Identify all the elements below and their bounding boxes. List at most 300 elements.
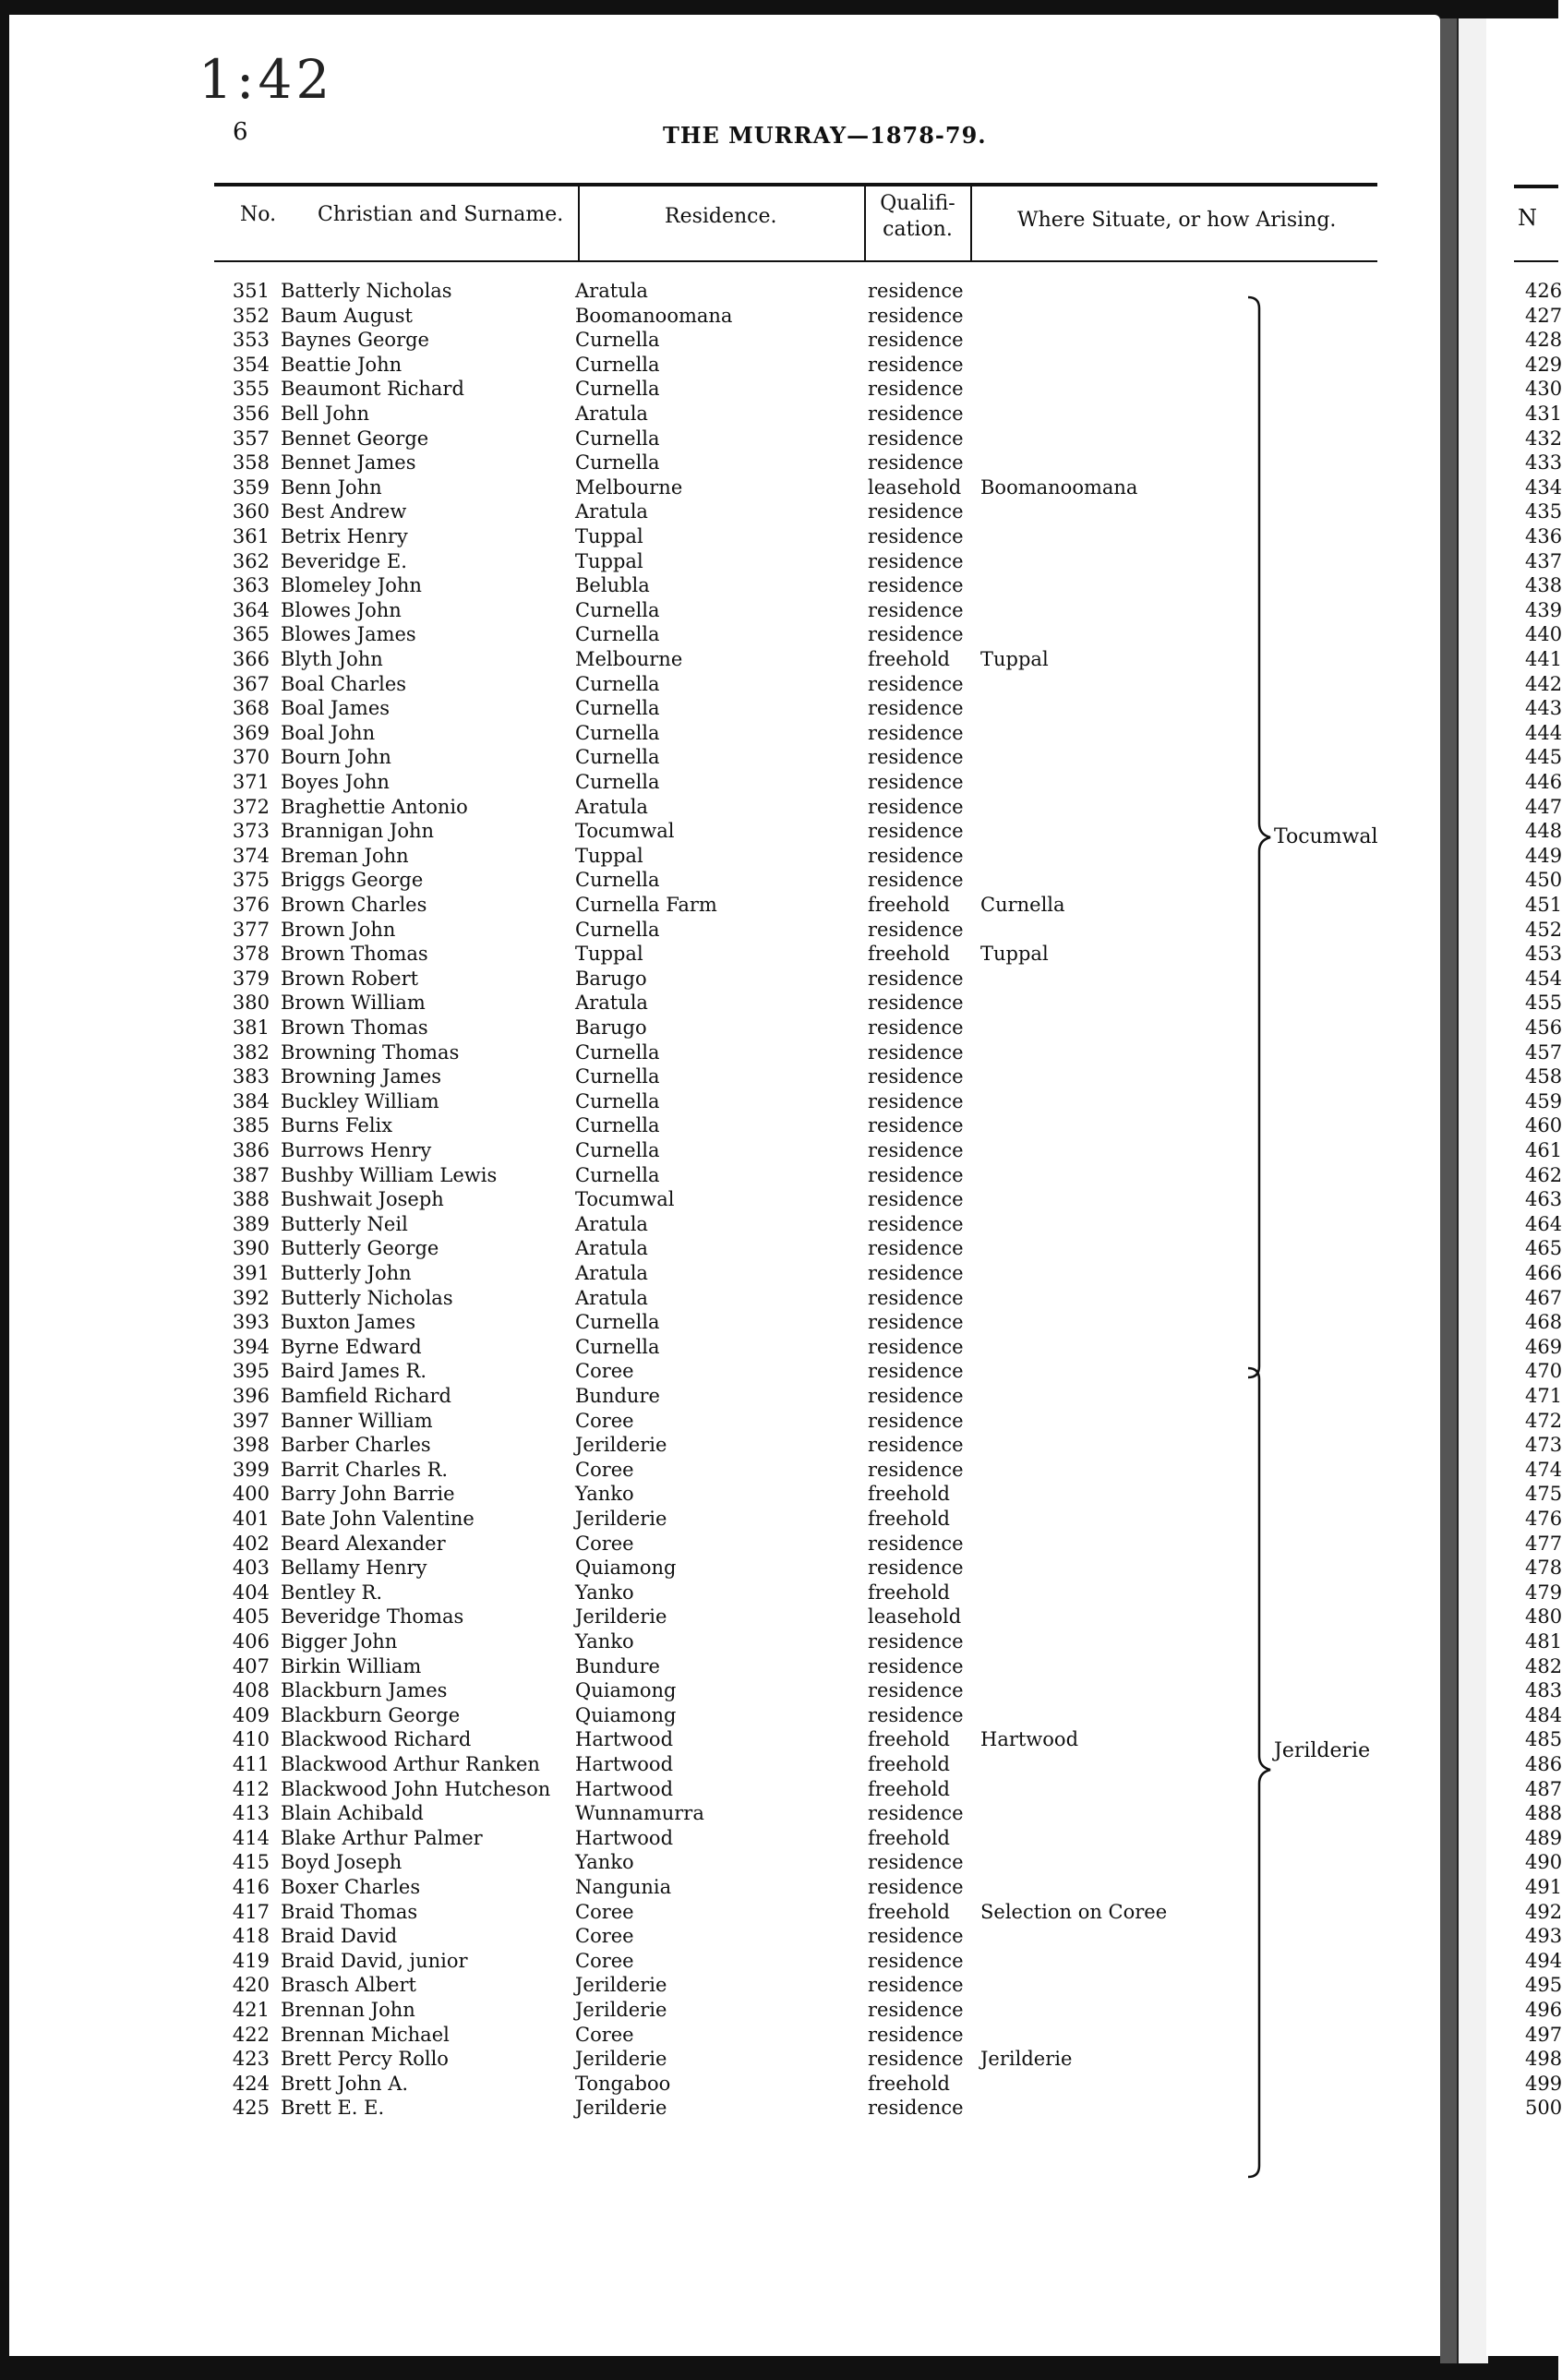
facing-entry-number: 497 [1525,2023,1562,2046]
entry-name: Batterly Nicholas [281,280,452,302]
page-number: 6 [233,118,248,146]
page-title: THE MURRAY—1878-79. [663,122,987,149]
entry-number: 390 [232,1237,270,1260]
entry-number: 400 [232,1483,270,1506]
scan-top-border [0,0,1558,22]
facing-entry-number: 486 [1525,1753,1562,1775]
facing-entry-number: 496 [1525,1999,1562,2021]
entry-name: Beattie John [281,353,403,376]
entry-qualification: residence [868,451,964,475]
entry-residence: Hartwood [575,1826,674,1849]
facing-entry-number: 457 [1525,1040,1562,1064]
entry-residence: Curnella [575,1163,660,1186]
facing-entry-number: 470 [1525,1360,1562,1383]
entry-name: Bushby William Lewis [281,1163,498,1186]
facing-entry-number: 428 [1525,329,1562,352]
entry-residence: Jerilderie [575,1974,667,1997]
entry-qualification: residence [868,1212,964,1235]
entry-qualification: residence [868,1385,964,1407]
header-qualification-line1: Qualifi- [880,192,955,215]
facing-entry-number: 433 [1525,451,1562,475]
entry-number: 425 [232,2097,270,2120]
facing-entry-number: 466 [1525,1262,1562,1284]
entry-number: 381 [232,1016,270,1039]
entry-number: 356 [232,403,270,425]
entry-name: Barrit Charles R. [281,1458,449,1481]
entry-qualification: freehold [868,1826,950,1849]
entry-qualification: residence [868,1040,964,1064]
facing-entry-number: 447 [1525,795,1562,818]
entry-number: 408 [232,1679,270,1702]
facing-entry-number: 493 [1525,1925,1562,1948]
entry-residence: Jerilderie [575,1999,667,2021]
entry-number: 382 [232,1040,270,1064]
column-divider [970,185,972,260]
entry-qualification: residence [868,353,964,376]
entry-qualification: leasehold [868,475,962,499]
entry-qualification: residence [868,623,964,646]
header-rule-top [214,183,1377,186]
entry-qualification: residence [868,820,964,843]
entry-qualification: residence [868,1679,964,1702]
entry-name: Baird James R. [281,1360,427,1383]
entry-residence: Quiamong [575,1679,677,1702]
entry-residence: Coree [575,1360,634,1383]
entry-number: 378 [232,943,270,966]
entry-qualification: residence [868,967,964,990]
entry-number: 375 [232,869,270,892]
entry-name: Browning Thomas [281,1040,460,1064]
entry-qualification: residence [868,771,964,793]
entry-name: Barber Charles [281,1434,431,1457]
entry-qualification: freehold [868,1508,950,1530]
entry-qualification: residence [868,2023,964,2046]
entry-residence: Yanko [575,1581,634,1604]
entry-residence: Curnella [575,1139,660,1161]
entry-name: Blain Achibald [281,1802,424,1825]
entry-qualification: residence [868,1458,964,1481]
facing-entry-number: 434 [1525,475,1562,499]
entry-residence: Curnella [575,329,660,352]
book-gutter [1457,18,1488,2363]
facing-entry-number: 480 [1525,1605,1562,1629]
facing-entry-number: 461 [1525,1139,1562,1161]
entry-number: 359 [232,475,270,499]
entry-number: 398 [232,1434,270,1457]
entry-qualification: residence [868,500,964,523]
entry-number: 393 [232,1311,270,1334]
entry-qualification: residence [868,869,964,892]
entry-residence: Yanko [575,1630,634,1653]
entry-qualification: residence [868,1016,964,1039]
entry-number: 406 [232,1630,270,1653]
facing-entry-number: 444 [1525,721,1562,744]
entry-name: Brett E. E. [281,2097,385,2120]
entry-residence: Yanko [575,1851,634,1874]
entry-residence: Melbourne [575,475,683,499]
entry-residence: Coree [575,1409,634,1432]
entry-name: Brett John A. [281,2072,409,2095]
entry-name: Burrows Henry [281,1139,432,1161]
entry-number: 411 [232,1753,270,1775]
entry-name: Bamfield Richard [281,1385,451,1407]
entry-number: 383 [232,1065,270,1088]
facing-header-rule-bottom [1514,260,1558,262]
entry-number: 377 [232,918,270,941]
entry-name: Blomeley John [281,574,422,597]
entry-residence: Aratula [575,992,648,1015]
entry-residence: Curnella [575,918,660,941]
facing-entry-number: 453 [1525,943,1562,966]
facing-entry-number: 482 [1525,1654,1562,1677]
entry-name: Banner William [281,1409,433,1432]
facing-entry-number: 426 [1525,280,1562,302]
entry-name: Brennan Michael [281,2023,450,2046]
facing-entry-number: 476 [1525,1508,1562,1530]
entry-residence: Tocumwal [575,1188,675,1211]
entry-residence: Curnella [575,1114,660,1137]
entry-residence: Wunnamurra [575,1802,704,1825]
entry-qualification: freehold [868,648,950,670]
facing-entry-number: 499 [1525,2072,1562,2095]
facing-header-rule-top [1514,185,1558,188]
entry-number: 379 [232,967,270,990]
entry-number: 354 [232,353,270,376]
entry-qualification: residence [868,746,964,769]
entry-residence: Hartwood [575,1753,674,1775]
entry-name: Browning James [281,1065,442,1088]
entry-name: Boyd Joseph [281,1851,403,1874]
entry-name: Best Andrew [281,500,407,523]
facing-entry-number: 440 [1525,623,1562,646]
entry-qualification: residence [868,403,964,425]
entry-name: Brown Charles [281,894,427,916]
facing-entry-number: 467 [1525,1286,1562,1309]
entry-residence: Jerilderie [575,1508,667,1530]
group-label-jerilderie: Jerilderie [1274,1739,1371,1762]
entry-residence: Tuppal [575,943,643,966]
entry-qualification: residence [868,1851,964,1874]
facing-entry-number: 495 [1525,1974,1562,1997]
entry-qualification: leasehold [868,1605,962,1629]
facing-entry-number: 460 [1525,1114,1562,1137]
entry-name: Boxer Charles [281,1876,421,1898]
facing-entry-number: 498 [1525,2048,1562,2071]
entry-number: 415 [232,1851,270,1874]
facing-entry-number: 448 [1525,820,1562,843]
facing-entry-number: 463 [1525,1188,1562,1211]
entry-number: 387 [232,1163,270,1186]
entry-where-situate: Jerilderie [980,2048,1073,2071]
facing-entry-number: 442 [1525,672,1562,695]
entry-residence: Aratula [575,1237,648,1260]
entry-name: Blowes James [281,623,416,646]
entry-qualification: freehold [868,1777,950,1800]
entry-residence: Nangunia [575,1876,672,1898]
entry-number: 384 [232,1089,270,1112]
entry-number: 405 [232,1605,270,1629]
facing-entry-number: 454 [1525,967,1562,990]
entry-residence: Aratula [575,1212,648,1235]
entry-name: Baynes George [281,329,429,352]
entry-residence: Coree [575,1949,634,1972]
entry-number: 371 [232,771,270,793]
entry-qualification: residence [868,598,964,621]
entry-name: Blackburn George [281,1703,461,1726]
facing-entry-number: 451 [1525,894,1562,916]
entry-where-situate: Tuppal [980,648,1049,670]
entry-name: Boal Charles [281,672,407,695]
entry-residence: Curnella [575,353,660,376]
entry-qualification: freehold [868,1753,950,1775]
entry-number: 418 [232,1925,270,1948]
entry-name: Bennet James [281,451,416,475]
entry-residence: Curnella [575,1065,660,1088]
facing-entry-number: 473 [1525,1434,1562,1457]
facing-entry-number: 439 [1525,598,1562,621]
entry-number: 399 [232,1458,270,1481]
entry-name: Buckley William [281,1089,439,1112]
entry-number: 417 [232,1900,270,1923]
entry-qualification: residence [868,2097,964,2120]
facing-entry-number: 452 [1525,918,1562,941]
entry-number: 389 [232,1212,270,1235]
entry-residence: Bundure [575,1385,660,1407]
entry-number: 373 [232,820,270,843]
entry-name: Bell John [281,403,370,425]
entry-qualification: residence [868,280,964,302]
facing-entry-number: 430 [1525,378,1562,401]
entry-number: 367 [232,672,270,695]
facing-entry-number: 483 [1525,1679,1562,1702]
entry-name: Beard Alexander [281,1532,446,1555]
entry-residence: Jerilderie [575,2048,667,2071]
entry-qualification: residence [868,1703,964,1726]
entry-name: Boal James [281,697,390,720]
entry-name: Bate John Valentine [281,1508,475,1530]
entry-qualification: residence [868,525,964,547]
entry-name: Brasch Albert [281,1974,416,1997]
facing-entry-number: 471 [1525,1385,1562,1407]
entry-residence: Hartwood [575,1728,674,1751]
entry-number: 385 [232,1114,270,1137]
entry-qualification: residence [868,1654,964,1677]
entry-residence: Jerilderie [575,2097,667,2120]
entry-name: Bentley R. [281,1581,382,1604]
entry-name: Brown Thomas [281,1016,428,1039]
entry-name: Brown William [281,992,426,1015]
entry-qualification: residence [868,304,964,327]
entry-name: Burns Felix [281,1114,393,1137]
entry-number: 380 [232,992,270,1015]
facing-entry-number: 456 [1525,1016,1562,1039]
entry-name: Blake Arthur Palmer [281,1826,483,1849]
entry-name: Betrix Henry [281,525,408,547]
facing-entry-number: 494 [1525,1949,1562,1972]
entry-where-situate: Selection on Coree [980,1900,1168,1923]
entry-where-situate: Boomanoomana [980,475,1138,499]
entry-residence: Barugo [575,967,647,990]
entry-name: Beveridge E. [281,549,407,572]
entry-residence: Curnella [575,721,660,744]
facing-entry-number: 478 [1525,1557,1562,1580]
facing-entry-number: 435 [1525,500,1562,523]
entry-name: Butterly George [281,1237,439,1260]
header-qualification-line2: cation. [883,218,953,241]
entry-name: Braid Thomas [281,1900,418,1923]
facing-entry-number: 488 [1525,1802,1562,1825]
entry-number: 407 [232,1654,270,1677]
entry-number: 401 [232,1508,270,1530]
group-label-tocumwal: Tocumwal [1274,825,1378,848]
entry-qualification: residence [868,1114,964,1137]
entry-name: Birkin William [281,1654,422,1677]
entry-qualification: residence [868,721,964,744]
entry-name: Beaumont Richard [281,378,464,401]
facing-entry-number: 438 [1525,574,1562,597]
entry-residence: Curnella [575,598,660,621]
entry-name: Bennet George [281,427,429,450]
group-brace-tocumwal [1246,294,1274,1381]
entry-qualification: residence [868,1630,964,1653]
entry-residence: Belubla [575,574,650,597]
entry-name: Bellamy Henry [281,1557,427,1580]
entry-name: Brown John [281,918,396,941]
facing-entry-number: 484 [1525,1703,1562,1726]
entry-number: 386 [232,1139,270,1161]
entry-number: 353 [232,329,270,352]
entry-residence: Aratula [575,500,648,523]
entry-number: 414 [232,1826,270,1849]
entry-name: Barry John Barrie [281,1483,455,1506]
group-brace-jerilderie [1246,1364,1274,2181]
entry-residence: Curnella Farm [575,894,717,916]
facing-entry-number: 458 [1525,1065,1562,1088]
entry-qualification: residence [868,1802,964,1825]
entry-number: 366 [232,648,270,670]
entry-qualification: residence [868,2048,964,2071]
entry-name: Boal John [281,721,376,744]
entry-residence: Yanko [575,1483,634,1506]
entry-number: 368 [232,697,270,720]
facing-entry-number: 464 [1525,1212,1562,1235]
entry-name: Blackwood Richard [281,1728,472,1751]
facing-entry-number: 468 [1525,1311,1562,1334]
entry-number: 392 [232,1286,270,1309]
entry-number: 397 [232,1409,270,1432]
entry-name: Blowes John [281,598,402,621]
entry-qualification: residence [868,1311,964,1334]
entry-qualification: freehold [868,1900,950,1923]
entry-number: 403 [232,1557,270,1580]
facing-entry-number: 469 [1525,1335,1562,1358]
entry-number: 369 [232,721,270,744]
entry-residence: Aratula [575,403,648,425]
entry-name: Bigger John [281,1630,398,1653]
entry-qualification: residence [868,1949,964,1972]
entry-qualification: residence [868,427,964,450]
page-stamp: 1:42 [198,48,334,111]
entry-qualification: residence [868,918,964,941]
entry-residence: Hartwood [575,1777,674,1800]
entry-qualification: freehold [868,943,950,966]
facing-entry-number: 492 [1525,1900,1562,1923]
entry-residence: Coree [575,2023,634,2046]
entry-number: 372 [232,795,270,818]
entry-number: 419 [232,1949,270,1972]
entry-number: 351 [232,280,270,302]
entry-number: 362 [232,549,270,572]
facing-entry-number: 479 [1525,1581,1562,1604]
entry-qualification: residence [868,844,964,867]
entry-residence: Tuppal [575,549,643,572]
entry-name: Brett Percy Rollo [281,2048,449,2071]
entry-qualification: residence [868,1557,964,1580]
facing-entry-number: 427 [1525,304,1562,327]
entry-qualification: residence [868,1065,964,1088]
entry-name: Bushwait Joseph [281,1188,444,1211]
entry-residence: Coree [575,1900,634,1923]
entry-residence: Curnella [575,623,660,646]
entry-number: 424 [232,2072,270,2095]
facing-entry-number: 441 [1525,648,1562,670]
entry-qualification: residence [868,1335,964,1358]
entry-qualification: residence [868,1925,964,1948]
scan-left-border [0,0,9,2380]
entry-residence: Jerilderie [575,1605,667,1629]
entry-number: 357 [232,427,270,450]
entry-qualification: residence [868,1876,964,1898]
entry-residence: Curnella [575,1040,660,1064]
entry-residence: Tuppal [575,844,643,867]
entry-number: 416 [232,1876,270,1898]
entry-qualification: residence [868,329,964,352]
entry-residence: Curnella [575,378,660,401]
entry-number: 365 [232,623,270,646]
column-divider [578,185,580,260]
entry-name: Beveridge Thomas [281,1605,464,1629]
scan-bottom-border [0,2356,1558,2380]
facing-entry-number: 475 [1525,1483,1562,1506]
entry-name: Blackwood Arthur Ranken [281,1753,540,1775]
entry-name: Buxton James [281,1311,416,1334]
entry-residence: Bundure [575,1654,660,1677]
entry-number: 394 [232,1335,270,1358]
entry-residence: Coree [575,1532,634,1555]
facing-entry-number: 459 [1525,1089,1562,1112]
entry-residence: Tongaboo [575,2072,671,2095]
entry-qualification: residence [868,1999,964,2021]
entry-number: 370 [232,746,270,769]
entry-qualification: residence [868,672,964,695]
entry-residence: Barugo [575,1016,647,1039]
entry-residence: Curnella [575,697,660,720]
entry-residence: Aratula [575,795,648,818]
entry-number: 355 [232,378,270,401]
facing-entry-number: 500 [1525,2097,1562,2120]
entry-residence: Curnella [575,1311,660,1334]
entry-name: Blackwood John Hutcheson [281,1777,551,1800]
entry-qualification: residence [868,574,964,597]
facing-entry-number: 443 [1525,697,1562,720]
entry-qualification: residence [868,1532,964,1555]
entry-name: Bourn John [281,746,391,769]
entry-name: Benn John [281,475,382,499]
entry-name: Blackburn James [281,1679,448,1702]
entry-where-situate: Curnella [980,894,1065,916]
entry-residence: Aratula [575,1262,648,1284]
header-no: No. [240,203,277,226]
